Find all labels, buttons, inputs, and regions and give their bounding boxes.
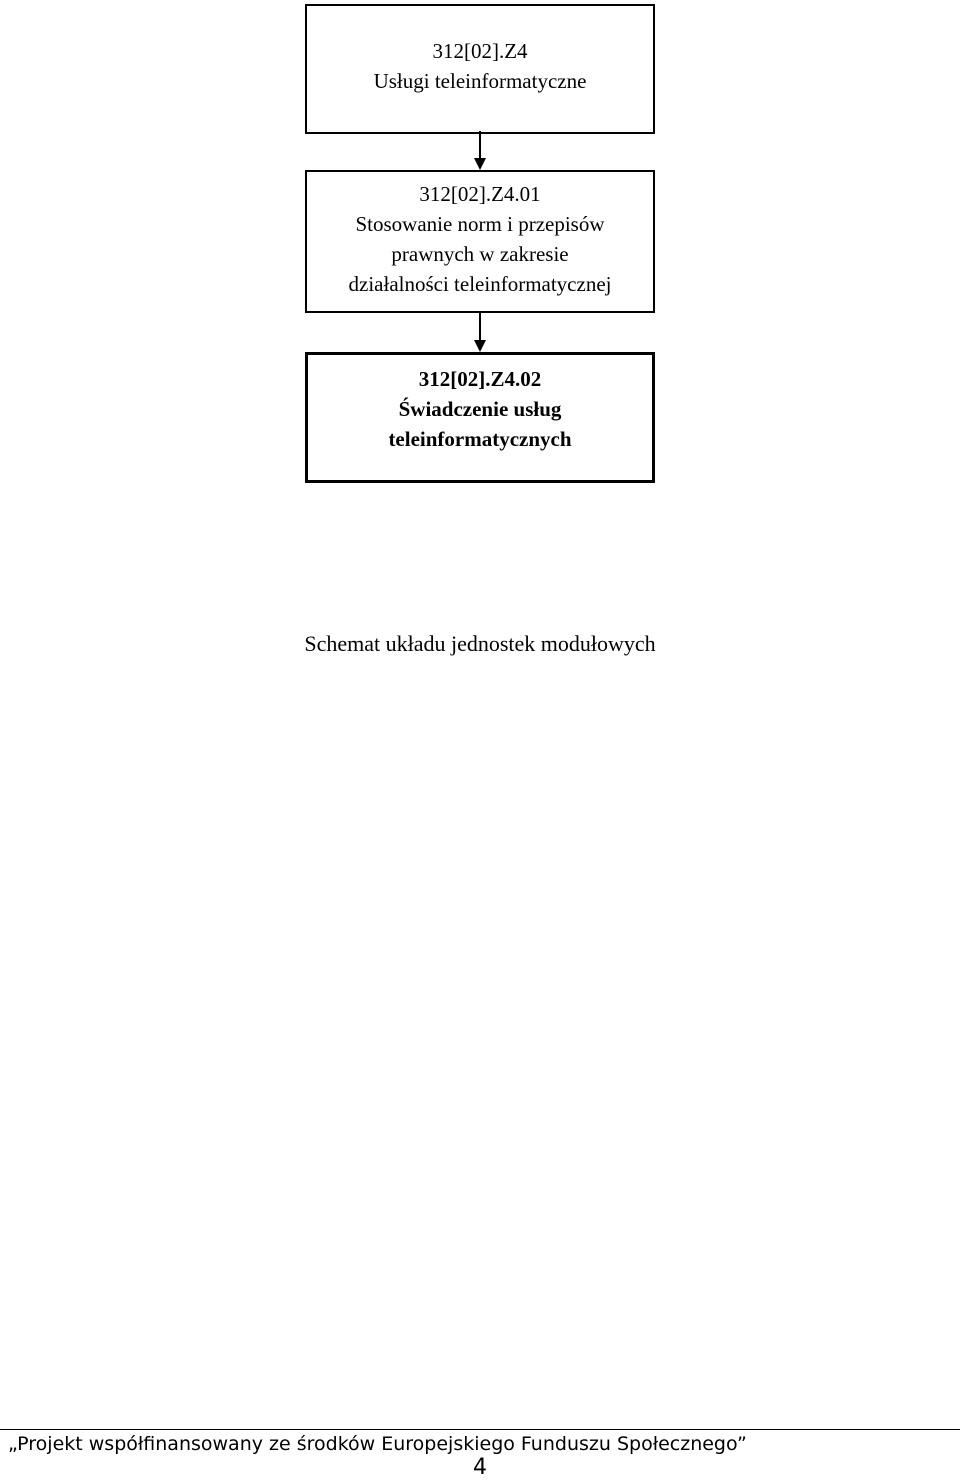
module-title-line: działalności teleinformatycznej — [348, 272, 612, 296]
module-title-line: Świadczenie usług — [398, 397, 562, 421]
module-box-z4-01 — [305, 170, 655, 313]
footer-project-note: „Projekt współfinansowany ze środków Europejskiego Funduszu Społecznego” — [8, 1433, 747, 1455]
down-arrow-icon — [470, 131, 490, 171]
module-title-line: teleinformatycznych — [388, 427, 572, 451]
footer-divider — [0, 1429, 960, 1430]
module-box-z4-02 — [305, 352, 655, 483]
module-code: 312[02].Z4.01 — [419, 182, 541, 206]
module-title-line: Stosowanie norm i przepisów — [355, 212, 605, 236]
diagram-caption: Schemat układu jednostek modułowych — [304, 631, 656, 656]
module-title-line: prawnych w zakresie — [391, 242, 569, 266]
down-arrow-icon — [470, 313, 490, 353]
module-title-line: Usługi teleinformatyczne — [373, 69, 587, 93]
page-number: 4 — [473, 1455, 487, 1480]
module-code: 312[02].Z4 — [432, 39, 528, 63]
module-box-z4 — [305, 4, 655, 134]
module-code: 312[02].Z4.02 — [418, 367, 542, 391]
